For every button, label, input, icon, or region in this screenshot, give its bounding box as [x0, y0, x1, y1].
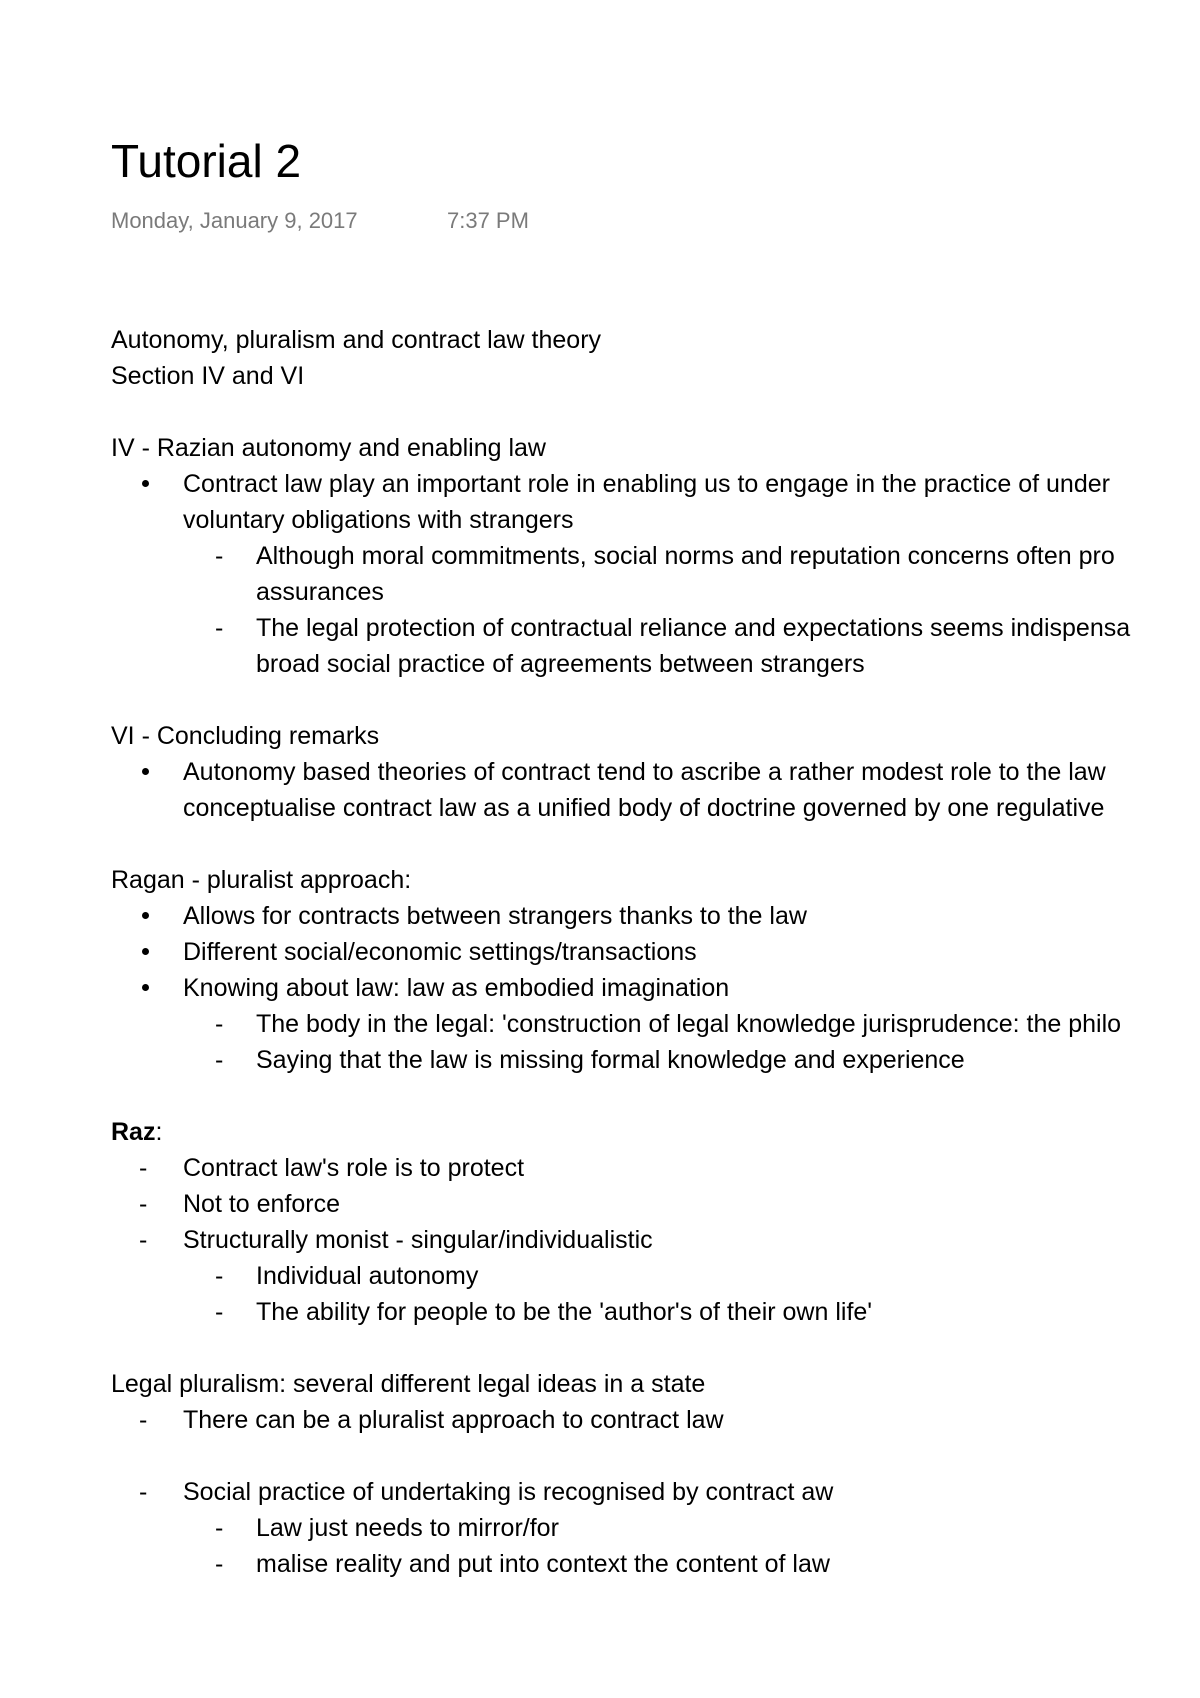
- list-item: Autonomy based theories of contract tend to ascribe a rather modest role to the law: [183, 758, 1106, 786]
- dash-icon: -: [215, 1550, 224, 1578]
- ragan-heading: Ragan - pluralist approach:: [111, 866, 412, 894]
- list-item: Structurally monist - singular/individualistic: [183, 1226, 653, 1254]
- section-iv-heading: IV - Razian autonomy and enabling law: [111, 434, 546, 462]
- raz-heading: [111, 1114, 162, 1150]
- dash-icon: -: [215, 1262, 224, 1290]
- dash-icon: -: [215, 542, 224, 570]
- sub-list-item: Saying that the law is missing formal knowledge and experience: [256, 1046, 965, 1074]
- bullet-icon: [142, 912, 149, 919]
- dash-icon: -: [139, 1190, 148, 1218]
- sub-list-item: The body in the legal: 'construction of legal knowledge jurisprudence: the philo: [256, 1010, 1122, 1038]
- list-item: Contract law's role is to protect: [183, 1154, 525, 1182]
- list-item: Different social/economic settings/transactions: [183, 938, 697, 966]
- list-item-continuation: voluntary obligations with strangers: [183, 506, 574, 534]
- dash-icon: -: [215, 1010, 224, 1038]
- note-date: Monday, January 9, 2017: [111, 208, 358, 233]
- legal-pluralism-heading: Legal pluralism: several different legal ideas in a state: [111, 1370, 706, 1398]
- page-title: Tutorial 2: [111, 135, 302, 187]
- sub-list-item-continuation: assurances: [256, 578, 384, 606]
- raz-heading-bold: Raz: [111, 1118, 156, 1146]
- dash-icon: -: [215, 614, 224, 642]
- list-item: Not to enforce: [183, 1190, 341, 1218]
- sub-list-item: Law just needs to mirror/for: [256, 1514, 559, 1542]
- sub-list-item: Although moral commitments, social norms and reputation concerns often pro: [256, 542, 1115, 570]
- list-item: Social practice of undertaking is recognised by contract aw: [183, 1478, 834, 1506]
- bullet-icon: [142, 480, 149, 487]
- sub-list-item: malise reality and put into context the content of law: [256, 1550, 830, 1578]
- list-item-continuation: conceptualise contract law as a unified body of doctrine governed by one regulative: [183, 794, 1105, 822]
- list-item: Knowing about law: law as embodied imagination: [183, 974, 730, 1002]
- dash-icon: -: [139, 1478, 148, 1506]
- bullet-icon: [142, 984, 149, 991]
- intro-line-1: Autonomy, pluralism and contract law theory: [111, 326, 602, 354]
- list-item: Contract law play an important role in enabling us to engage in the practice of under: [183, 470, 1110, 498]
- sub-list-item: The ability for people to be the 'author's of their own life': [256, 1298, 873, 1326]
- bullet-icon: [142, 768, 149, 775]
- dash-icon: -: [139, 1226, 148, 1254]
- bullet-icon: [142, 948, 149, 955]
- dash-icon: -: [139, 1154, 148, 1182]
- sub-list-item: The legal protection of contractual reliance and expectations seems indispensa: [256, 614, 1131, 642]
- intro-line-2: Section IV and VI: [111, 362, 305, 390]
- sub-list-item-continuation: broad social practice of agreements between strangers: [256, 650, 865, 678]
- section-vi-heading: VI - Concluding remarks: [111, 722, 380, 750]
- dash-icon: -: [139, 1406, 148, 1434]
- raz-heading-colon: :: [155, 1118, 163, 1146]
- dash-icon: -: [215, 1046, 224, 1074]
- dash-icon: -: [215, 1514, 224, 1542]
- note-time: 7:37 PM: [447, 208, 529, 233]
- list-item: Allows for contracts between strangers thanks to the law: [183, 902, 807, 930]
- dash-icon: -: [215, 1298, 224, 1326]
- sub-list-item: Individual autonomy: [256, 1262, 479, 1290]
- list-item: There can be a pluralist approach to contract law: [183, 1406, 724, 1434]
